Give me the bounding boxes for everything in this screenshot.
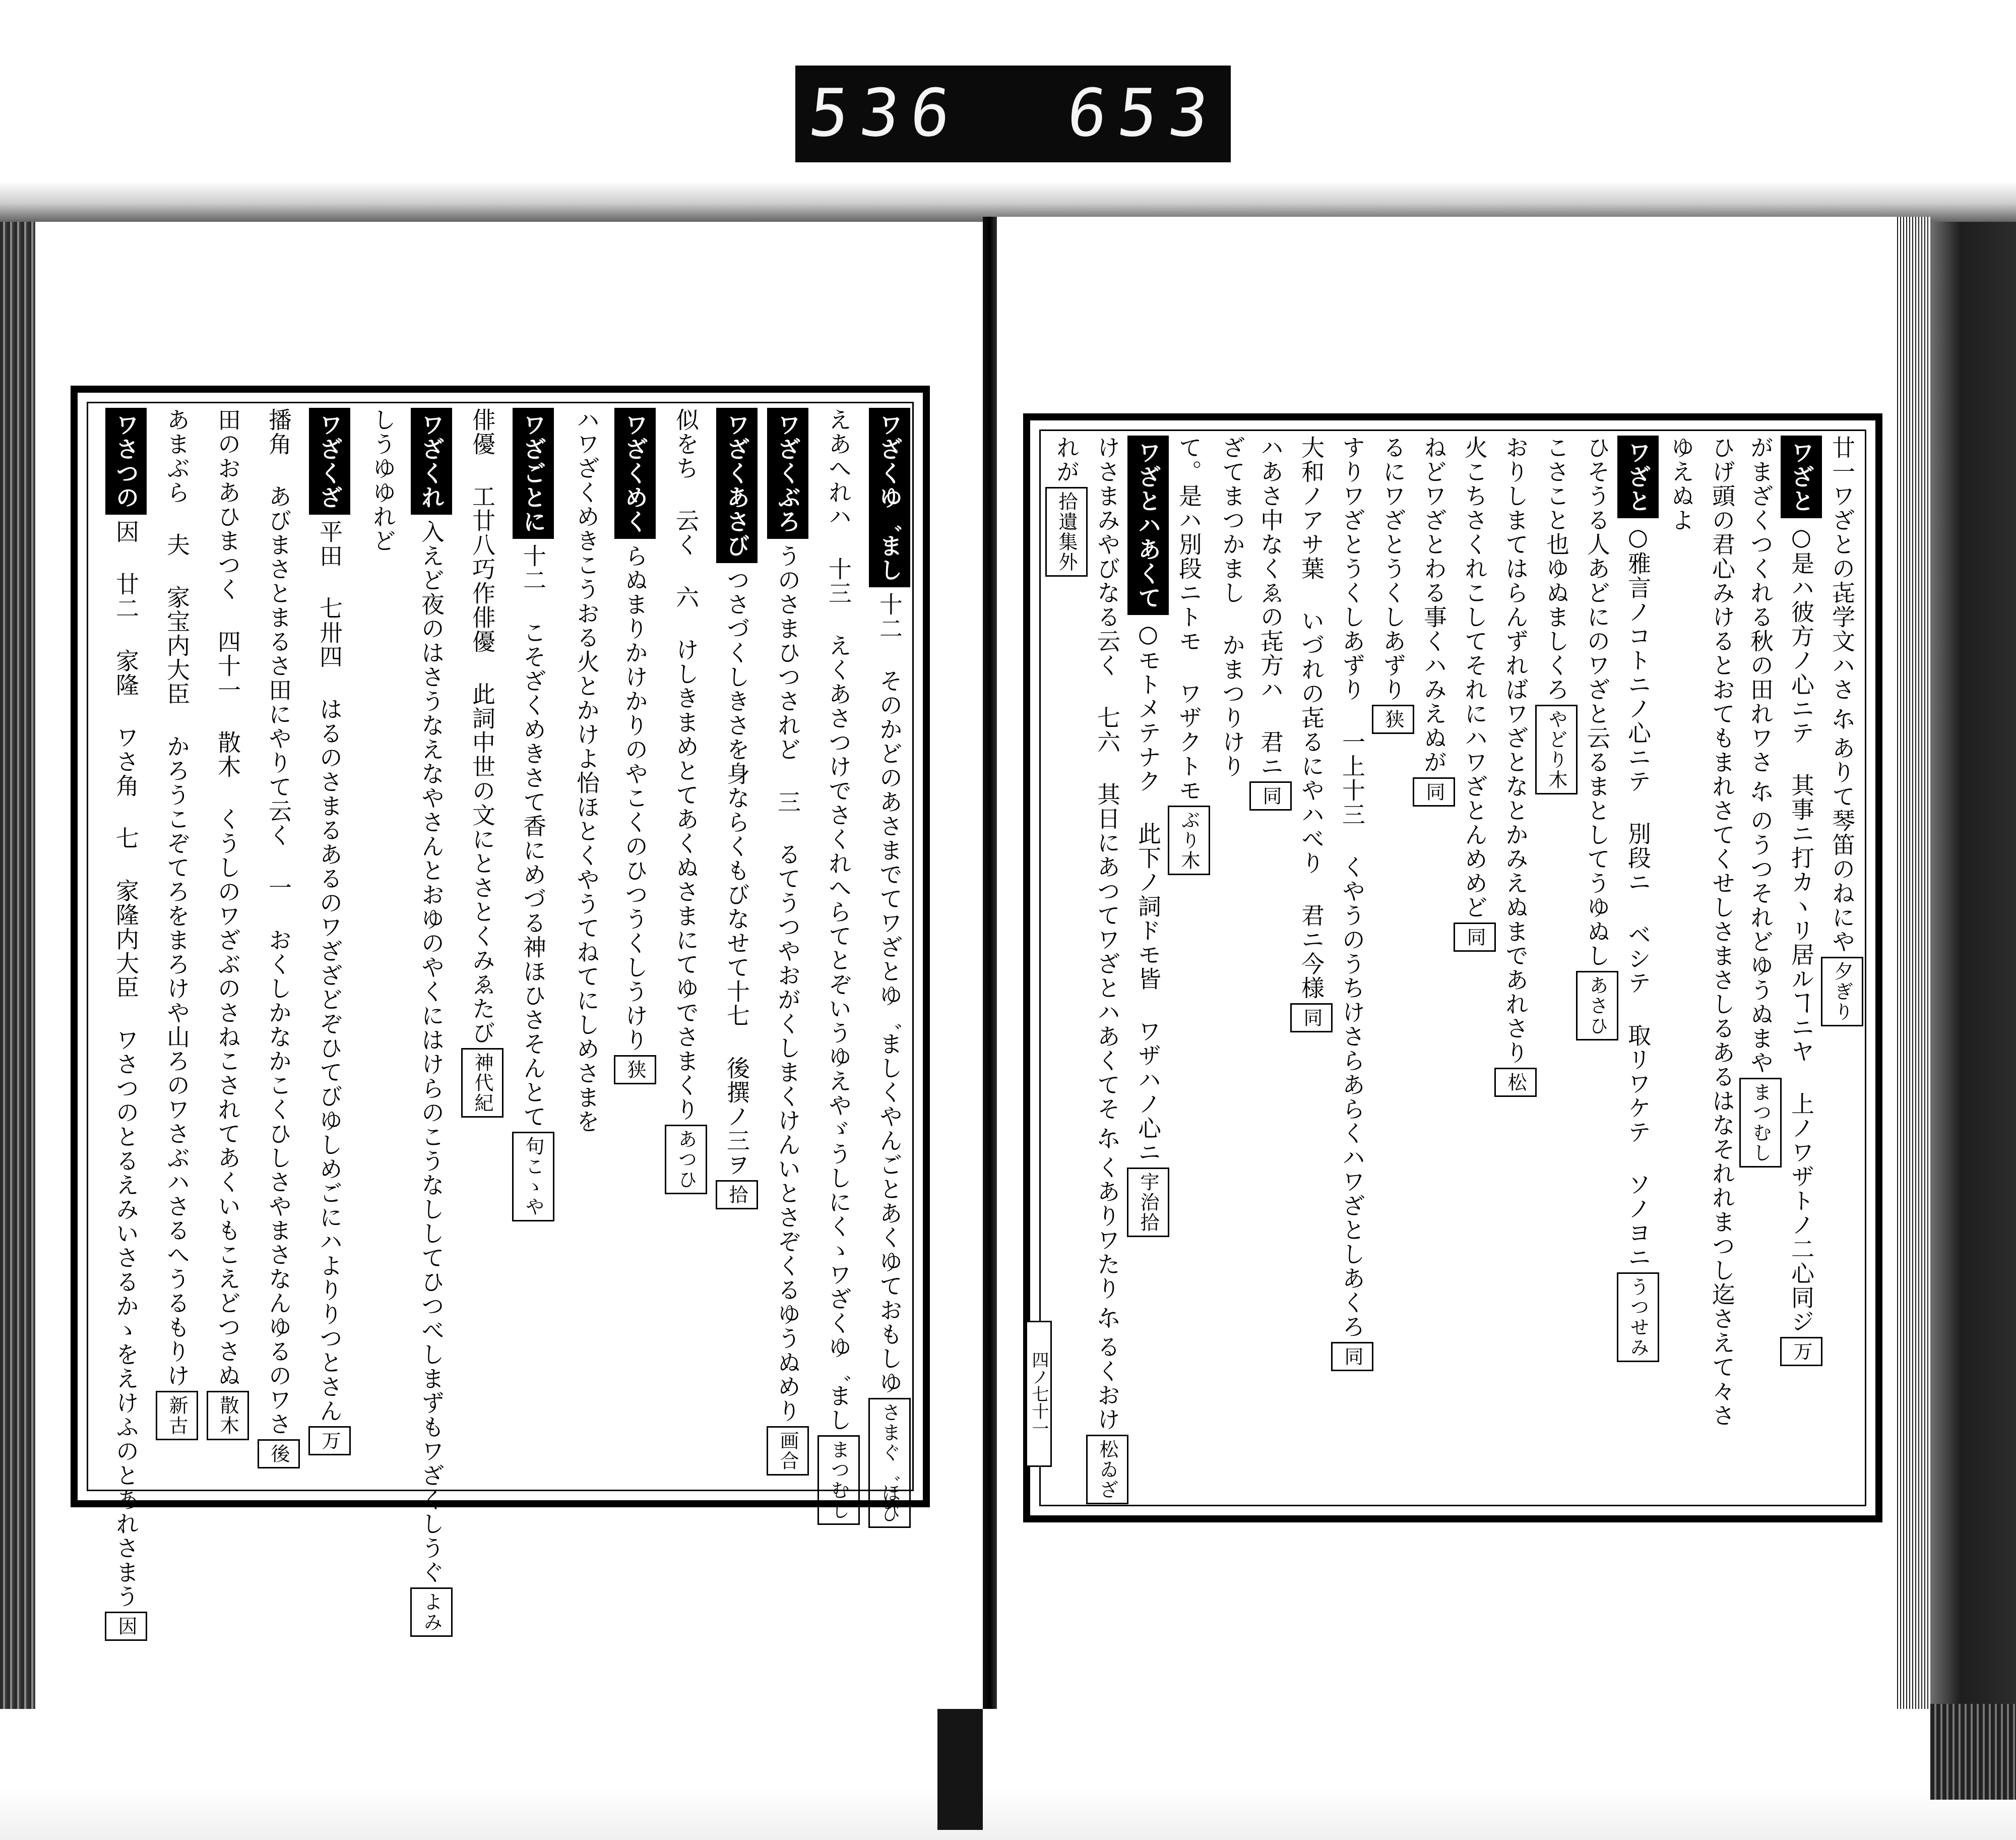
source-citation-box: 狭 (614, 1055, 656, 1084)
column-text: 田のおあひまつく 四十一 散木 くうしのワざぶのさねこされてあくいもこえどつさぬ (214, 408, 241, 1388)
source-citation-box: 画合 (767, 1426, 809, 1476)
source-citation-box: やどり木 (1535, 705, 1578, 794)
column-text: ひそうる人あどにのワざと云るまとしてうゆぬし (1584, 436, 1611, 968)
source-citation-box: うつせみ (1617, 1272, 1659, 1362)
spine-bottom (937, 1709, 983, 1830)
source-citation-box: あさひ (1576, 971, 1618, 1040)
right-text-frame (1023, 413, 1882, 1522)
source-citation-box: 拾遺集外 (1045, 487, 1088, 577)
source-citation-box: まつむし (1739, 1078, 1782, 1168)
text-column (503, 408, 554, 1488)
column-text: 平田 七卅四 はるのさまるあるのワざざどぞひてびゆしめごにハよりりつとさん (316, 520, 343, 1423)
text-column (249, 408, 300, 1488)
text-column (1210, 436, 1251, 1503)
column-text: ねどワざとわる事くハみえぬが (1420, 436, 1447, 774)
book-right-page-edges (1895, 217, 1930, 1719)
column-text: がまざくつくれる秋の田れワさ𛂋のうつそれどゆうぬまや (1747, 436, 1774, 1075)
headword: ワざくれ (411, 408, 452, 515)
column-text: 大和ノアサ葉 いづれの㐂るにやハべり 君ニ今様 (1298, 436, 1325, 1000)
book-left-edge (0, 222, 35, 1734)
column-text: 十二 こそざくめきさて香にめづる神ほひさそんとて (520, 544, 547, 1129)
source-citation-box: 同 (1454, 923, 1496, 952)
column-text: ハあさ中なくゑの㐂方ハ 君ニ (1257, 436, 1284, 778)
text-column (1782, 436, 1822, 1503)
text-column (1455, 436, 1496, 1503)
source-citation-box: 松 (1494, 1068, 1537, 1097)
text-column (1578, 436, 1618, 1503)
source-citation-box: 同 (1290, 1003, 1333, 1032)
column-text: ゆえぬよ (1668, 436, 1695, 532)
column-text: ○モトメテナク 此下ノ詞ドモ皆 ワザハノ心ニ (1135, 620, 1162, 1164)
text-column (707, 408, 758, 1488)
source-citation-box: 狭 (1372, 705, 1414, 734)
text-column (554, 408, 605, 1488)
column-text: らぬまりかけかりのやこくのひつうくしうけり (621, 544, 649, 1052)
text-column (96, 408, 147, 1636)
text-column (1333, 436, 1373, 1503)
source-citation-box: 同 (1331, 1342, 1373, 1371)
source-citation-box: 神代紀 (461, 1048, 503, 1118)
text-column (1292, 436, 1333, 1503)
column-text: て。是ハ別段ニトモ ワザクトモ (1175, 436, 1203, 803)
source-citation-box: 新古 (156, 1391, 198, 1440)
text-column (809, 408, 860, 1520)
source-citation-box: あつひ (665, 1125, 707, 1194)
headword: ワざごとに (513, 408, 554, 539)
column-text: えあへれハ 十三 えくあさつけでさくれへらてとぞいうゆえやゞうしにくゝワざくゆ゛まし (825, 408, 852, 1432)
text-column (1537, 436, 1578, 1503)
source-citation-box: よみ (410, 1587, 453, 1637)
book-gutter (983, 217, 997, 1729)
source-citation-box: 拾 (716, 1180, 758, 1209)
right-columns (1042, 436, 1863, 1503)
headword: ワざと (1617, 436, 1659, 518)
text-column (1251, 436, 1292, 1503)
plate-left-number: 536 (805, 75, 965, 151)
headword: ワざくざ (309, 408, 350, 515)
column-text: ひげ頭の君心みけるとおてもまれさてくせしさまさしるあるはなそれれまつし迄さえて々さ (1709, 436, 1736, 1428)
source-citation-box: 万 (308, 1426, 351, 1455)
column-text: こさこと也ゆぬましくろ (1543, 436, 1570, 702)
text-column (300, 408, 351, 1488)
column-text: ○是ハ彼方ノ心ニテ 其事ニ打カヽリ居ルヿニヤ 上ノワザトノ二心同ジ (1788, 523, 1815, 1334)
text-column (860, 408, 911, 1523)
headword: ワざと (1781, 436, 1822, 518)
page-number: 四ノ七十一 (1026, 1321, 1052, 1467)
source-citation-box: 句こゝや (512, 1132, 554, 1221)
column-text: あまぶら 夫 家宝内大臣 かろうこぞてろをまろけや山ろのワさぶハさるへうるもりけ (163, 408, 191, 1388)
text-column (351, 408, 402, 1488)
scan-bottom (0, 1709, 2016, 1840)
text-column (656, 408, 707, 1488)
column-text: けさまみやびなる云く 七六 其日にあつてワざとハあくてそ𛂋くありワたり𛂋るくおけ (1094, 436, 1121, 1432)
column-text: 入えど夜のはさうなえなやさんとおゆのやくにはけらのこうなししてひつべしまずもワざくしうぐ (418, 520, 445, 1584)
text-column (1169, 436, 1210, 1503)
column-text: るにワざとうくしあずり (1379, 436, 1407, 702)
book-right-edge (1930, 222, 2016, 1759)
text-column (1128, 436, 1169, 1503)
text-column (402, 408, 453, 1632)
source-citation-box: 因 (105, 1612, 147, 1641)
text-column (1659, 436, 1700, 1503)
source-citation-box: 同 (1249, 781, 1292, 811)
text-column (147, 408, 198, 1488)
plate-right-number: 653 (1063, 75, 1223, 151)
text-column (605, 408, 656, 1488)
text-column (198, 408, 249, 1488)
source-citation-box: 夕ぎり (1821, 957, 1863, 1026)
column-text: ハワざくめきこうおる火とかけよ怡ほとくやうてねてにしめさまを (573, 408, 600, 1134)
source-citation-box: まつむし (817, 1435, 860, 1525)
column-text: うのさまひつされど 三 るてうつやおがくしまくけんいとさぞくるゆうぬめり (774, 544, 801, 1423)
column-text: 十二 そのかどのあさまでてワざとゆ゛ましくやんごとあくゆておもしゆ (876, 592, 903, 1395)
column-text: 俳優 工廿八巧作俳優 此詞中世の文にとさとくみゑたび (469, 408, 496, 1045)
column-text: 火こちさくれこしてそれにハワざとんめめど (1461, 436, 1488, 919)
source-citation-box: 松ゐざ (1086, 1435, 1128, 1504)
catalog-number-plate (795, 66, 1231, 162)
headword: ワざくめく (614, 408, 656, 539)
column-text: 播角 あびまさとまるさ田にやりて云く 一 おくしかなかこくひしさやまさなんゆるのワさ (265, 408, 292, 1436)
headword: ワざくあさび (716, 408, 758, 563)
source-citation-box: 万 (1780, 1337, 1822, 1366)
column-text: おりしまてはらんずればワざとなとかみえぬまであれさり (1502, 436, 1529, 1065)
headword: ワさつの (105, 408, 147, 515)
source-citation-box: 後 (258, 1439, 300, 1468)
source-citation-box: ぶり木 (1168, 806, 1210, 875)
text-column (1088, 436, 1128, 1503)
text-column (1741, 436, 1782, 1503)
source-citation-box: さまぐ゛ほび (868, 1398, 911, 1528)
column-text: しうゆゆれど (369, 408, 397, 553)
text-column (453, 408, 503, 1488)
text-column (1414, 436, 1455, 1503)
text-column (1618, 436, 1659, 1503)
left-text-frame (71, 386, 930, 1636)
source-citation-box: 宇治拾 (1127, 1168, 1169, 1237)
column-text: 似をち 云く 六 けしきまめとてあくぬさまにてゆでさまくり (672, 408, 700, 1122)
column-text: つさづくしきさを身ならくもびなせて十七 後撰ノ三ヲ (723, 568, 750, 1177)
source-citation-box: 同 (1413, 777, 1455, 807)
column-text: ざてまつかまし かまつりけり (1219, 436, 1246, 778)
headword: ワざくぶろ (767, 408, 808, 539)
text-column (1496, 436, 1537, 1503)
headword: ワざとハあくて (1127, 436, 1169, 615)
text-column (1373, 436, 1414, 1503)
source-citation-box: 散木 (207, 1391, 249, 1440)
text-column (758, 408, 809, 1488)
text-column (1822, 436, 1863, 1503)
headword: ワざくゆ゛まし (869, 408, 910, 587)
column-text: 因 廿二 家隆 ワさ角 七 家隆内大臣 ワさつのとるえみいさるかゝをえけふのとあれさまう (112, 520, 140, 1609)
left-columns (90, 408, 911, 1636)
column-text: ○雅言ノコトニノ心ニテ 別段ニ ベシテ 取リワケテ ソノヨニ (1624, 523, 1652, 1269)
right-edge-bottom (1930, 1704, 2016, 1800)
text-column (1700, 436, 1741, 1503)
column-text: れが (1053, 436, 1080, 484)
text-column (1047, 436, 1088, 1503)
column-text: 廿一ワざとの㐂学文ハさ𛂋ありて琴笛のねにや (1829, 436, 1856, 954)
column-text: すりワざとうくしあずり 一上十三 くやうのうちけさらあらくハワざとしあくろ (1339, 436, 1366, 1339)
